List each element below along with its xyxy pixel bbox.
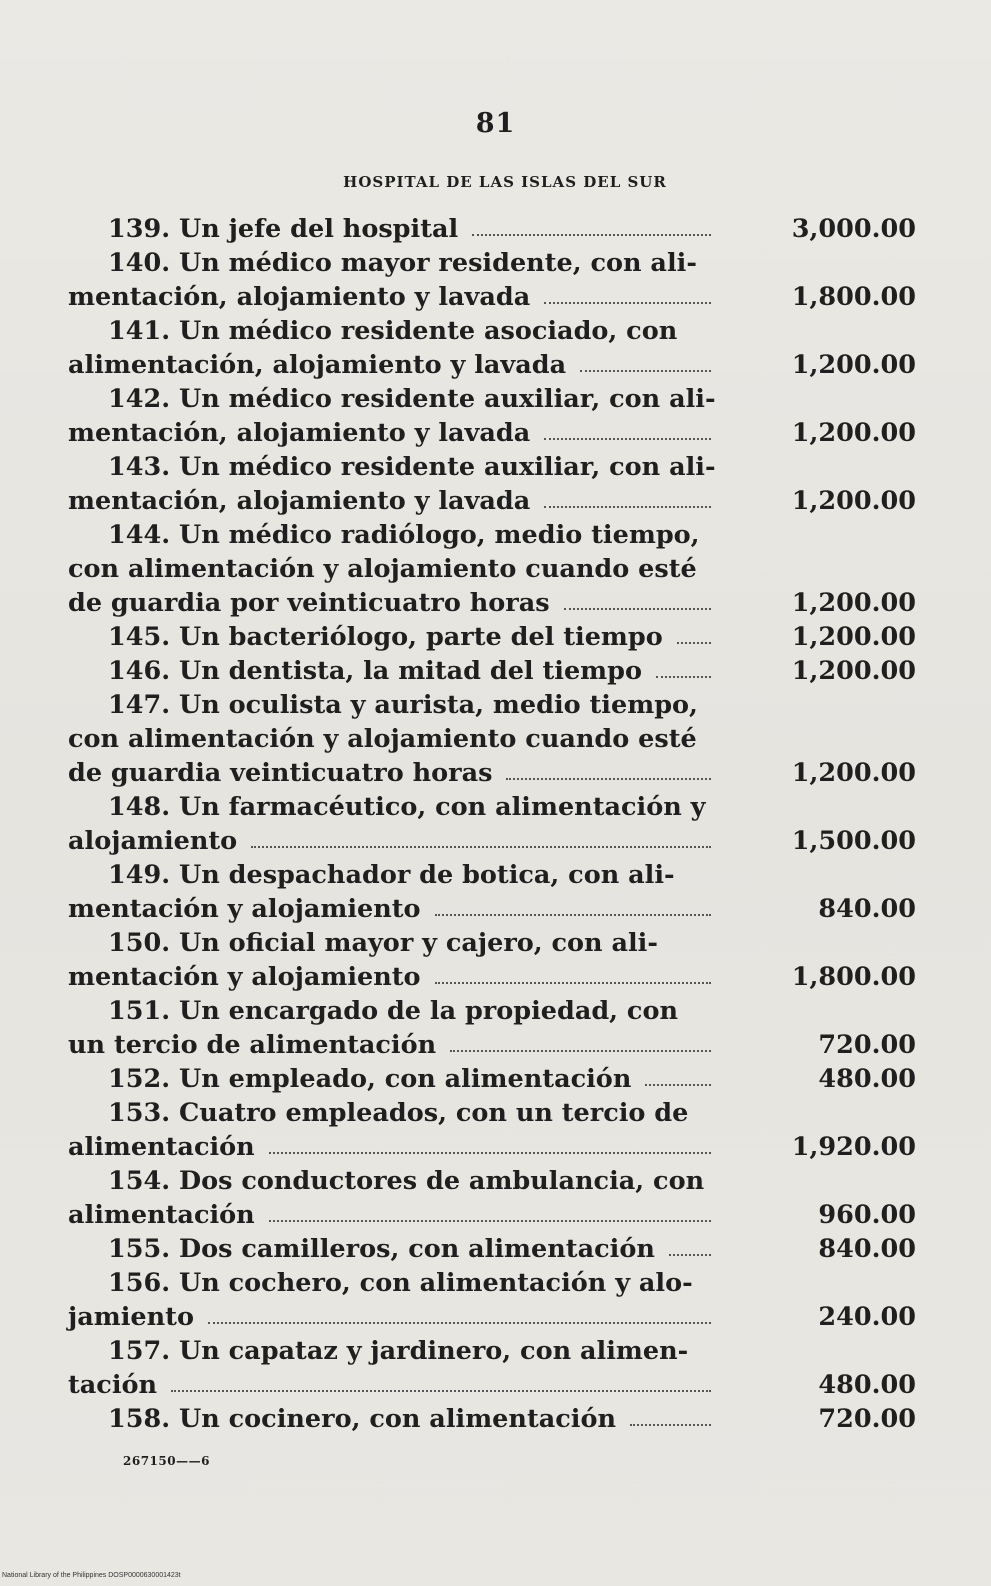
entry-amount: 840.00 bbox=[818, 1234, 916, 1264]
entry-text: mentación y alojamiento bbox=[68, 894, 421, 924]
dot-leader bbox=[656, 676, 711, 678]
entry-line bbox=[0, 280, 991, 314]
salary-entry bbox=[0, 620, 991, 654]
entry-amount: 720.00 bbox=[818, 1404, 916, 1434]
salary-entry bbox=[0, 688, 991, 790]
entry-text: de guardia por veinticuatro horas bbox=[68, 588, 550, 618]
salary-entry bbox=[0, 314, 991, 382]
dot-leader bbox=[630, 1424, 711, 1426]
entry-text: 145. Un bacteriólogo, parte del tiempo bbox=[108, 622, 663, 652]
entry-text: alimentación, alojamiento y lavada bbox=[68, 350, 567, 380]
salary-entry bbox=[0, 1402, 991, 1436]
salary-entry bbox=[0, 246, 991, 314]
entry-line bbox=[0, 518, 991, 552]
entry-line bbox=[0, 858, 991, 892]
entry-amount: 1,500.00 bbox=[791, 826, 916, 856]
salary-entry bbox=[0, 858, 991, 926]
dot-leader bbox=[645, 1084, 711, 1086]
entry-text: jamiento bbox=[68, 1302, 194, 1332]
entry-line bbox=[0, 1130, 991, 1164]
dot-leader bbox=[251, 846, 711, 848]
entry-text: 153. Cuatro empleados, con un tercio de bbox=[108, 1098, 689, 1128]
entry-text: 158. Un cocinero, con alimentación bbox=[108, 1404, 617, 1434]
dot-leader bbox=[269, 1152, 711, 1154]
entry-text: 155. Dos camilleros, con alimentación bbox=[108, 1234, 655, 1264]
entry-line bbox=[0, 1198, 991, 1232]
entry-amount: 1,200.00 bbox=[791, 350, 916, 380]
entry-line bbox=[0, 1402, 991, 1436]
entry-text: 143. Un médico residente auxiliar, con ali- bbox=[108, 452, 716, 482]
salary-entry bbox=[0, 654, 991, 688]
dot-leader bbox=[472, 234, 711, 236]
entry-amount: 1,800.00 bbox=[791, 962, 916, 992]
entry-text: alojamiento bbox=[68, 826, 238, 856]
entry-line bbox=[0, 1164, 991, 1198]
entry-text: 154. Dos conductores de ambulancia, con bbox=[108, 1166, 705, 1196]
dot-leader bbox=[564, 608, 711, 610]
entry-line bbox=[0, 994, 991, 1028]
dot-leader bbox=[544, 302, 711, 304]
entry-line bbox=[0, 1062, 991, 1096]
entry-text: 146. Un dentista, la mitad del tiempo bbox=[108, 656, 643, 686]
entry-text: 147. Un oculista y aurista, medio tiempo, bbox=[108, 690, 698, 720]
entry-text: mentación, alojamiento y lavada bbox=[68, 282, 531, 312]
entry-line bbox=[0, 1368, 991, 1402]
dot-leader bbox=[269, 1220, 711, 1222]
entry-line bbox=[0, 1232, 991, 1266]
dot-leader bbox=[669, 1254, 711, 1256]
entry-amount: 960.00 bbox=[818, 1200, 916, 1230]
entry-line bbox=[0, 552, 991, 586]
entry-line bbox=[0, 688, 991, 722]
entry-amount: 1,200.00 bbox=[791, 758, 916, 788]
entry-text: alimentación bbox=[68, 1200, 255, 1230]
salary-entry bbox=[0, 1096, 991, 1164]
entry-text: 139. Un jefe del hospital bbox=[108, 214, 459, 244]
running-head: HOSPITAL DE LAS ISLAS DEL SUR bbox=[343, 173, 667, 191]
entry-line bbox=[0, 654, 991, 688]
salary-entry bbox=[0, 382, 991, 450]
entry-line bbox=[0, 756, 991, 790]
entry-line bbox=[0, 1300, 991, 1334]
salary-entry bbox=[0, 994, 991, 1062]
salary-entry bbox=[0, 926, 991, 994]
entry-line bbox=[0, 586, 991, 620]
entry-text: mentación, alojamiento y lavada bbox=[68, 486, 531, 516]
entry-line bbox=[0, 620, 991, 654]
entry-line bbox=[0, 892, 991, 926]
salary-entry bbox=[0, 790, 991, 858]
entry-line bbox=[0, 450, 991, 484]
entry-line bbox=[0, 212, 991, 246]
entry-text: mentación y alojamiento bbox=[68, 962, 421, 992]
entry-text: 152. Un empleado, con alimentación bbox=[108, 1064, 632, 1094]
entry-amount: 720.00 bbox=[818, 1030, 916, 1060]
dot-leader bbox=[677, 642, 711, 644]
entry-text: 148. Un farmacéutico, con alimentación y bbox=[108, 792, 706, 822]
entry-amount: 1,200.00 bbox=[791, 486, 916, 516]
salary-entry bbox=[0, 1232, 991, 1266]
entry-amount: 480.00 bbox=[818, 1064, 916, 1094]
entry-amount: 480.00 bbox=[818, 1370, 916, 1400]
dot-leader bbox=[450, 1050, 711, 1052]
entry-line bbox=[0, 1266, 991, 1300]
entry-text: mentación, alojamiento y lavada bbox=[68, 418, 531, 448]
page-number: 81 bbox=[475, 108, 516, 139]
salary-entries-list bbox=[0, 212, 991, 1436]
printer-mark: 267150——6 bbox=[123, 1454, 210, 1468]
entry-text: de guardia veinticuatro horas bbox=[68, 758, 493, 788]
salary-entry bbox=[0, 450, 991, 518]
entry-text: 150. Un oficial mayor y cajero, con ali- bbox=[108, 928, 658, 958]
dot-leader bbox=[506, 778, 711, 780]
salary-entry bbox=[0, 1266, 991, 1334]
entry-amount: 1,920.00 bbox=[791, 1132, 916, 1162]
dot-leader bbox=[580, 370, 711, 372]
entry-text: 144. Un médico radiólogo, medio tiempo, bbox=[108, 520, 700, 550]
library-attribution: National Library of the Philippines DOSP0000630001423t bbox=[2, 1572, 181, 1579]
entry-text: 157. Un capataz y jardinero, con alimen- bbox=[108, 1336, 689, 1366]
entry-text: 141. Un médico residente asociado, con bbox=[108, 316, 678, 346]
entry-amount: 3,000.00 bbox=[791, 214, 916, 244]
dot-leader bbox=[171, 1390, 711, 1392]
entry-amount: 1,200.00 bbox=[791, 418, 916, 448]
dot-leader bbox=[208, 1322, 711, 1324]
entry-line bbox=[0, 1096, 991, 1130]
salary-entry bbox=[0, 1164, 991, 1232]
entry-line bbox=[0, 416, 991, 450]
dot-leader bbox=[544, 506, 711, 508]
salary-entry bbox=[0, 1062, 991, 1096]
salary-entry bbox=[0, 518, 991, 620]
dot-leader bbox=[435, 982, 711, 984]
entry-line bbox=[0, 348, 991, 382]
entry-text: 140. Un médico mayor residente, con ali- bbox=[108, 248, 697, 278]
entry-amount: 840.00 bbox=[818, 894, 916, 924]
entry-line bbox=[0, 960, 991, 994]
entry-line bbox=[0, 1028, 991, 1062]
entry-line bbox=[0, 1334, 991, 1368]
entry-line bbox=[0, 926, 991, 960]
entry-line bbox=[0, 314, 991, 348]
entry-amount: 1,200.00 bbox=[791, 588, 916, 618]
salary-entry bbox=[0, 212, 991, 246]
entry-text: 142. Un médico residente auxiliar, con ali- bbox=[108, 384, 716, 414]
entry-text: 151. Un encargado de la propiedad, con bbox=[108, 996, 679, 1026]
entry-line bbox=[0, 790, 991, 824]
salary-entry bbox=[0, 1334, 991, 1402]
entry-text: con alimentación y alojamiento cuando esté bbox=[68, 724, 697, 754]
entry-line bbox=[0, 484, 991, 518]
entry-text: con alimentación y alojamiento cuando esté bbox=[68, 554, 697, 584]
entry-line bbox=[0, 824, 991, 858]
entry-line bbox=[0, 722, 991, 756]
entry-text: tación bbox=[68, 1370, 158, 1400]
entry-line bbox=[0, 382, 991, 416]
entry-amount: 240.00 bbox=[818, 1302, 916, 1332]
entry-amount: 1,200.00 bbox=[791, 656, 916, 686]
entry-text: 149. Un despachador de botica, con ali- bbox=[108, 860, 675, 890]
entry-amount: 1,200.00 bbox=[791, 622, 916, 652]
entry-text: un tercio de alimentación bbox=[68, 1030, 437, 1060]
dot-leader bbox=[435, 914, 711, 916]
entry-text: alimentación bbox=[68, 1132, 255, 1162]
entry-line bbox=[0, 246, 991, 280]
dot-leader bbox=[544, 438, 711, 440]
entry-amount: 1,800.00 bbox=[791, 282, 916, 312]
entry-text: 156. Un cochero, con alimentación y alo- bbox=[108, 1268, 693, 1298]
